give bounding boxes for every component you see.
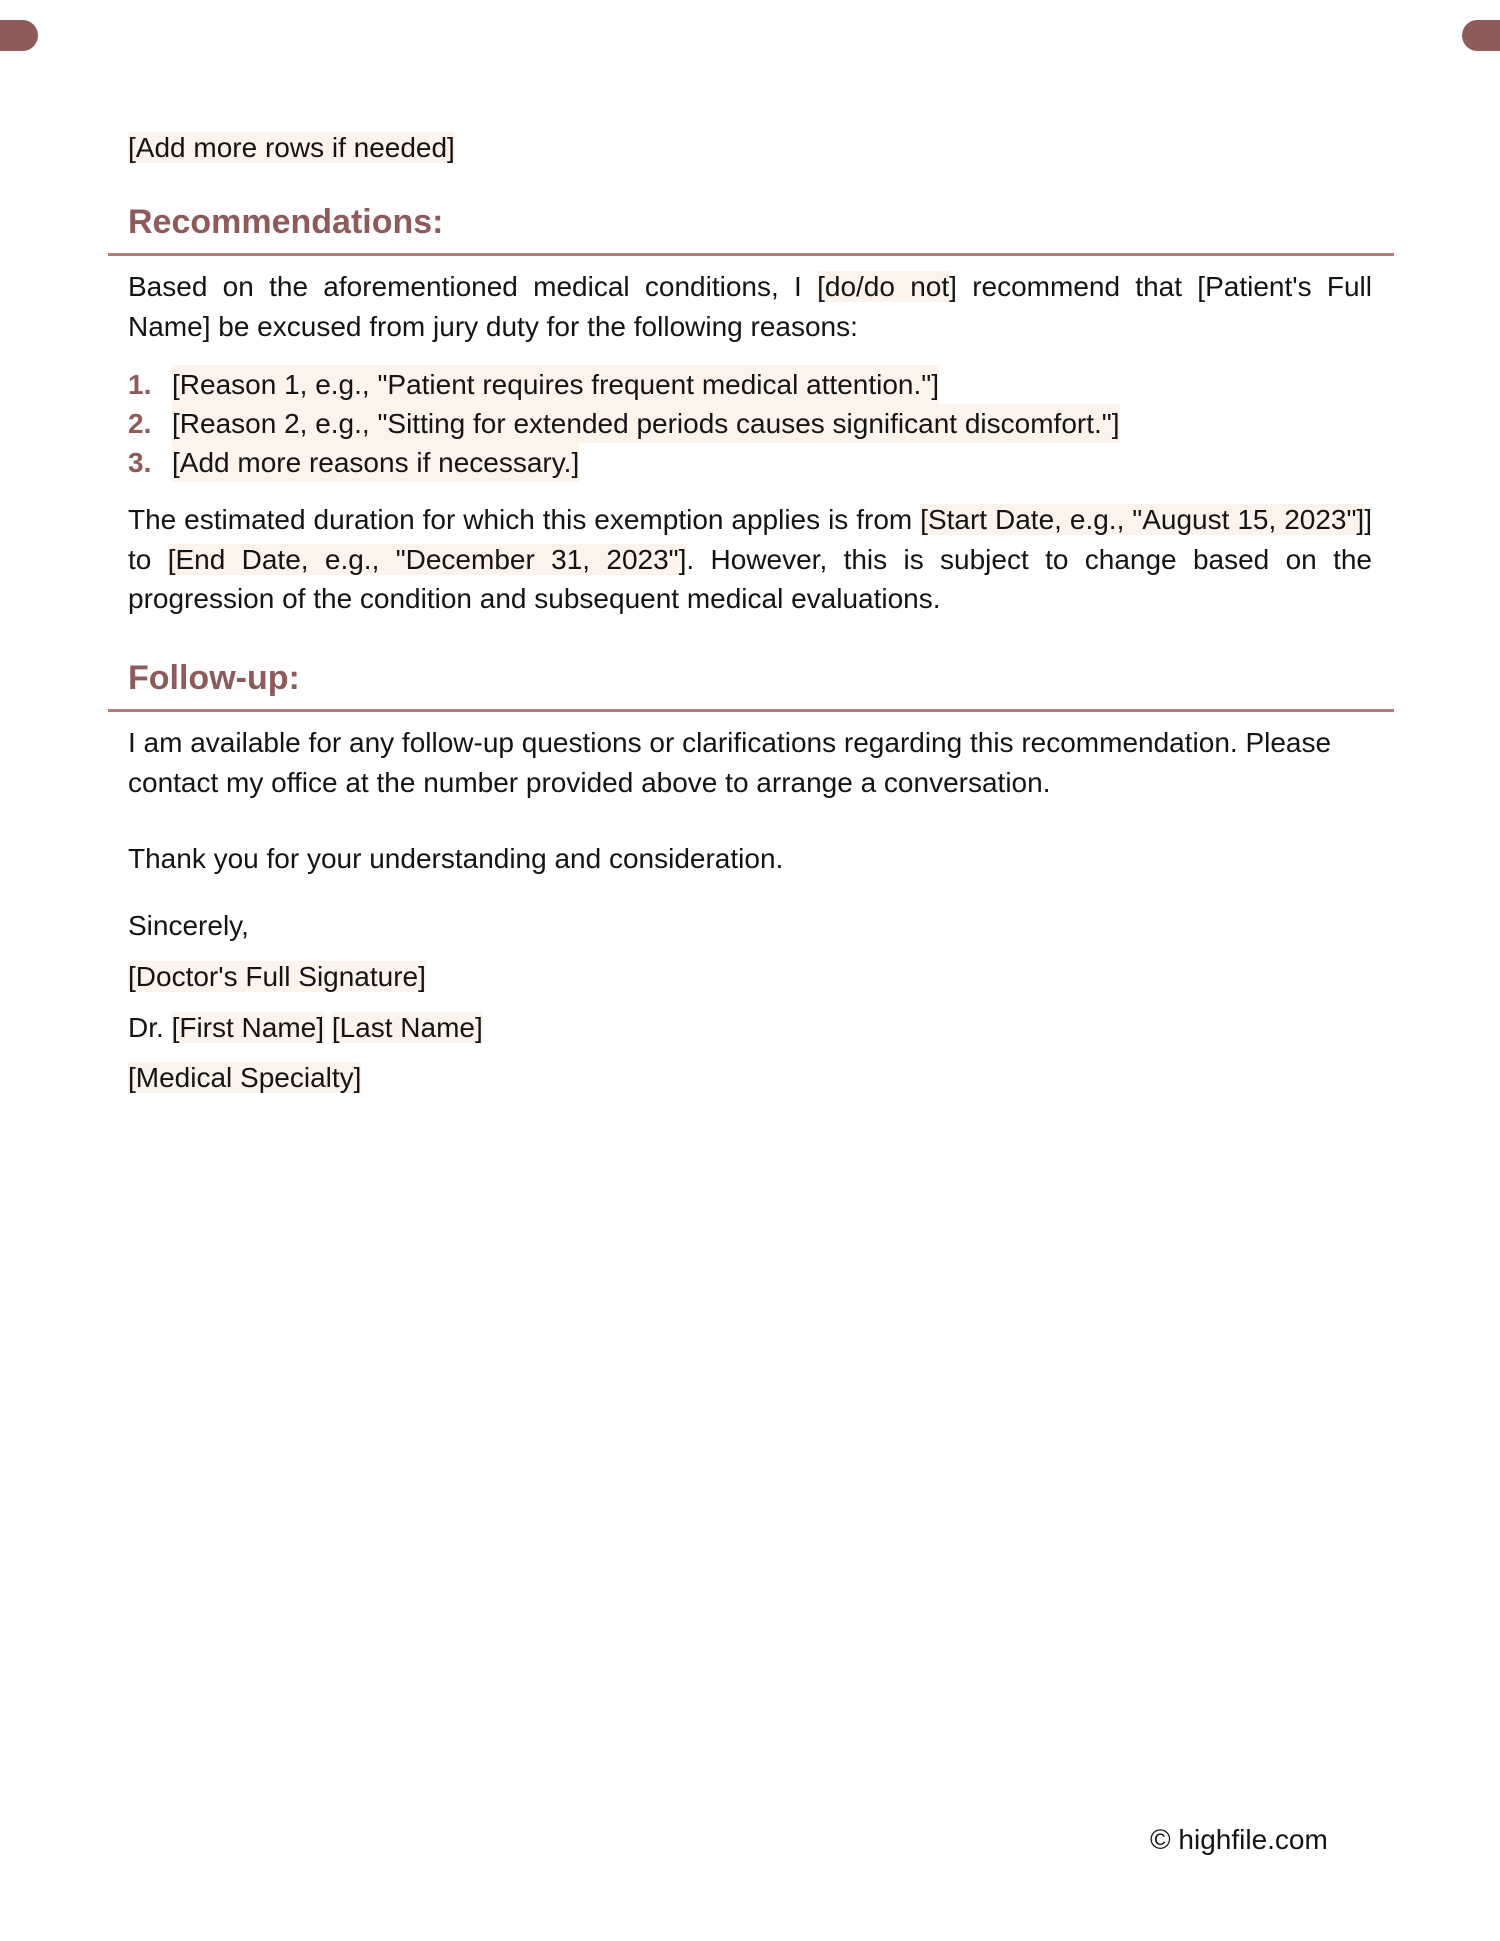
reasons-list <box>128 365 1372 482</box>
recommendations-heading: Recommendations: <box>128 203 444 241</box>
recommendations-intro: Based on the aforementioned medical conditions, I [do/do not] recommend that [Patient's Full Name] be excused from jury duty for the following reasons: <box>128 271 1372 342</box>
followup-divider <box>108 709 1394 712</box>
left-edge-tab <box>0 20 38 51</box>
last-name-field[interactable]: [Last Name] <box>331 1012 483 1043</box>
start-date-field[interactable]: [Start Date, e.g., "August 15, 2023"] <box>920 504 1365 535</box>
followup-heading: Follow-up: <box>128 659 300 697</box>
right-edge-tab <box>1462 20 1500 51</box>
end-date-field[interactable]: [End Date, e.g., "December 31, 2023"] <box>167 543 687 575</box>
list-item <box>128 365 1372 404</box>
specialty-line <box>128 1058 361 1097</box>
thanks-line: Thank you for your understanding and consideration. <box>128 843 784 874</box>
reason-field[interactable]: [Add more reasons if necessary.] <box>172 443 579 482</box>
specialty-field[interactable]: [Medical Specialty] <box>128 1062 362 1093</box>
add-rows-note <box>128 128 455 167</box>
reason-field[interactable]: [Reason 1, e.g., "Patient requires frequent medical attention."] <box>172 365 939 404</box>
add-rows-field[interactable]: [Add more rows if needed] <box>128 132 455 163</box>
first-name-field[interactable]: [First Name] <box>171 1012 325 1043</box>
do-do-not-field[interactable]: [do/do not <box>817 271 950 302</box>
list-item <box>128 404 1372 443</box>
doctor-name-line: Dr. [First Name] [Last Name] <box>128 1012 483 1043</box>
signature-field[interactable]: [Doctor's Full Signature] <box>128 961 426 992</box>
patient-name-field[interactable]: [Patient's Full Name] <box>128 271 1372 342</box>
list-number: 1. <box>128 369 152 400</box>
duration-paragraph: The estimated duration for which this exemption applies is from [Start Date, e.g., "August 15, 2023"]] to [End Date, e.g., "December 31, 2023"]. However, this is subject to change based on the progression of the condition and subsequent medical evaluations. <box>128 504 1372 614</box>
copyright-footer: © highfile.com <box>1150 1824 1328 1855</box>
recommendations-divider <box>108 253 1394 256</box>
list-number: 3. <box>128 447 152 478</box>
followup-body: I am available for any follow-up questions or clarifications regarding this recommendation. Please contact my office at the number provided above to arrange a conversation. <box>128 727 1332 798</box>
reason-field[interactable]: [Reason 2, e.g., "Sitting for extended periods causes significant discomfort."] <box>172 404 1120 443</box>
list-item <box>128 443 1372 482</box>
closing-line: Sincerely, <box>128 910 249 941</box>
signature-line <box>128 957 426 996</box>
list-number: 2. <box>128 408 152 439</box>
